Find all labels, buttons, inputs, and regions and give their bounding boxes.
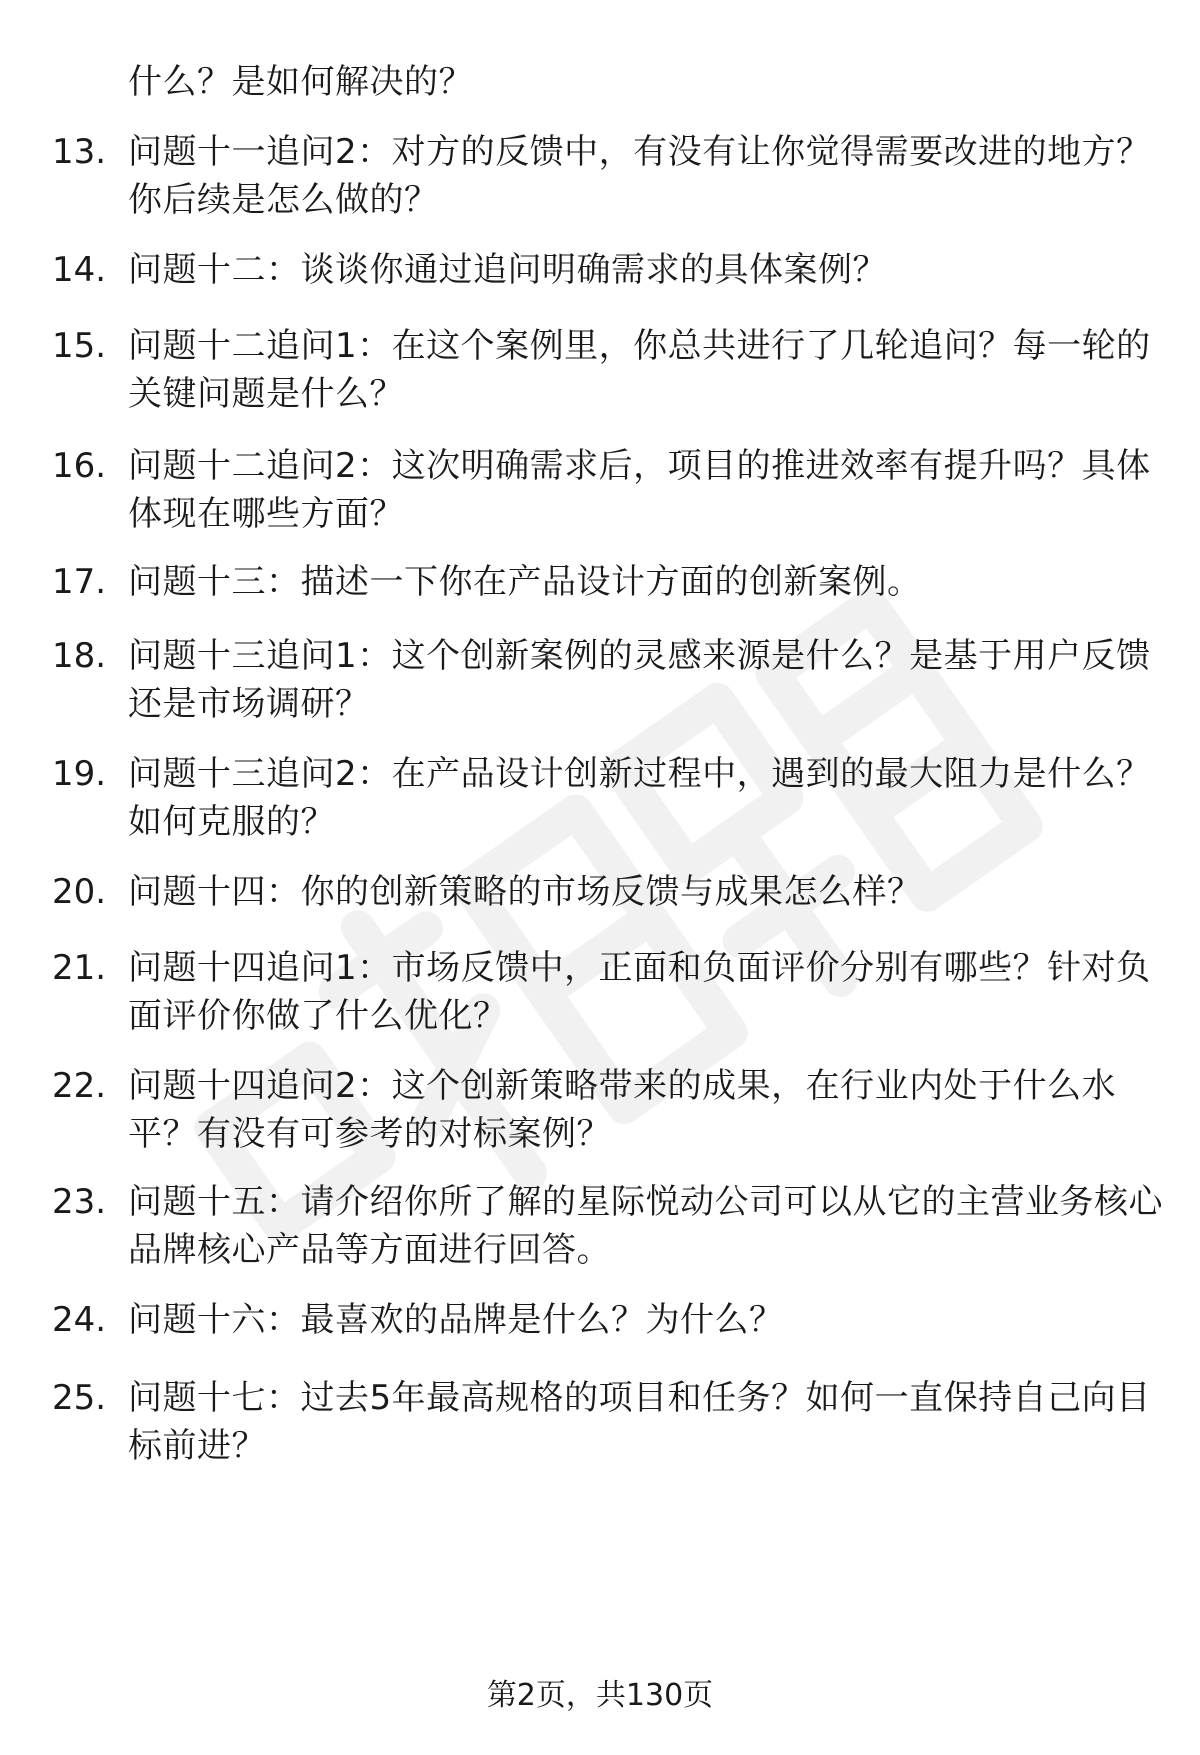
question-text: 问题十六：最喜欢的品牌是什么？为什么？ — [128, 1300, 784, 1340]
question-number: 24. — [52, 1300, 107, 1340]
question-text: 问题十三追问2：在产品设计创新过程中，遇到的最大阻力是什么？如何克服的？ — [128, 754, 1151, 842]
question-text: 问题十三：描述一下你在产品设计方面的创新案例。 — [128, 562, 922, 602]
question-number: 20. — [52, 872, 107, 912]
question-text: 问题十二追问1：在这个案例里，你总共进行了几轮追问？每一轮的关键问题是什么？ — [128, 326, 1151, 414]
question-number: 16. — [52, 446, 107, 486]
question-text: 问题十五：请介绍你所了解的星际悦动公司可以从它的主营业务核心品牌核心产品等方面进行回答。 — [128, 1182, 1163, 1270]
page-footer: 第2页，共130页 — [486, 1678, 714, 1713]
question-number: 18. — [52, 636, 107, 676]
question-number: 17. — [52, 562, 107, 602]
question-text: 问题十七：过去5年最高规格的项目和任务？如何一直保持自己向目标前进？ — [128, 1378, 1151, 1466]
question-text: 问题十四追问1：市场反馈中，正面和负面评价分别有哪些？针对负面评价你做了什么优化？ — [128, 948, 1151, 1036]
question-text: 问题十四追问2：这个创新策略带来的成果，在行业内处于什么水平？有没有可参考的对标案例？ — [128, 1066, 1117, 1154]
question-text: 问题十三追问1：这个创新案例的灵感来源是什么？是基于用户反馈还是市场调研？ — [128, 636, 1151, 724]
continuation-line: 什么？是如何解决的？ — [128, 62, 473, 102]
question-number: 13. — [52, 132, 107, 172]
question-text: 问题十一追问2：对方的反馈中，有没有让你觉得需要改进的地方？你后续是怎么做的？ — [128, 132, 1151, 220]
question-number: 23. — [52, 1182, 107, 1222]
question-number: 15. — [52, 326, 107, 366]
question-number: 19. — [52, 754, 107, 794]
question-number: 25. — [52, 1378, 107, 1418]
question-text: 问题十二追问2：这次明确需求后，项目的推进效率有提升吗？具体体现在哪些方面？ — [128, 446, 1151, 534]
question-number: 22. — [52, 1066, 107, 1106]
question-number: 21. — [52, 948, 107, 988]
question-text: 问题十二：谈谈你通过追问明确需求的具体案例？ — [128, 250, 887, 290]
question-text: 问题十四：你的创新策略的市场反馈与成果怎么样？ — [128, 872, 922, 912]
question-number: 14. — [52, 250, 107, 290]
